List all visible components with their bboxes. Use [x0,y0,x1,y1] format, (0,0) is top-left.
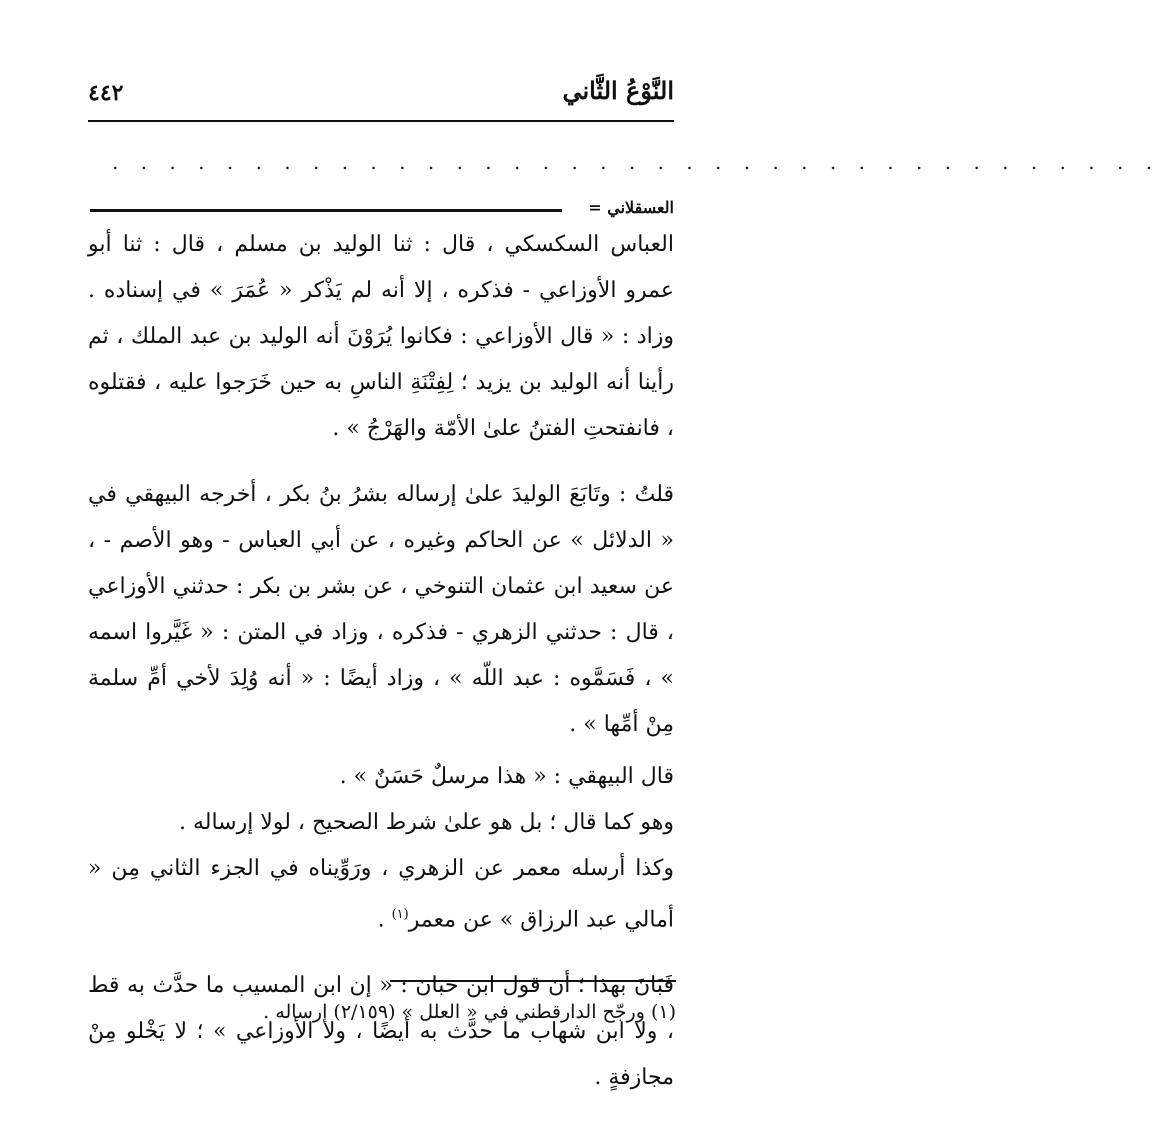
footnote: (١) ورجّح الدارقطني في « العلل » (٢/١٥٩) إرساله . [263,1001,676,1023]
paragraph-end: . [377,907,392,933]
paragraph [88,846,674,943]
paragraph-text: وكذا أرسله معمر عن الزهري ، ورَوِّيناه في الجزء الثاني مِن « أمالي عبد الرزاق » عن معمر [88,856,674,933]
main-text [88,222,674,1101]
section-rule-line [90,209,562,212]
section-marker [90,200,674,220]
paragraph: وهو كما قال ؛ بل هو علىٰ شرط الصحيح ، لولا إرساله . [178,810,674,835]
page-number: ٤٤٢ [88,80,124,106]
paragraph: فَبَانَ بهذا ؛ أن قول ابن حبان : « إن ابن المسيب ما حدَّث به قط ، ولا ابن شهاب ما حدَّث به أيضًا ، ولا الأوزاعي » ؛ لا يَخْلو مِنْ مجازفةٍ . [88,973,674,1091]
footnote-reference[interactable]: (١) [391,907,409,922]
paragraph: قلتُ : وتَابَعَ الوليدَ علىٰ إرساله بشرُ بنُ بكر ، أخرجه البيهقي في « الدلائل » عن الحاكم وغيره ، عن أبي العباس - وهو الأصم - ، عن سعيد ابن عثمان التنوخي ، عن بشر بن بكر : حدثني الأوزاعي ، قال : حدثني الزهري - فذكره ، وزاد في المتن : « غَيَّروا اسمه » ، فَسَمَّوه : عبد اللّه » ، وزاد أيضًا : « أنه وُلِدَ لأخي أمِّ سلمة مِنْ أمِّها » . [88,482,674,737]
paragraph: العباس السكسكي ، قال : ثنا الوليد بن مسلم ، قال : ثنا أبو عمرو الأوزاعي - فذكره ، إلا أنه لم يَذْكر « عُمَرَ » في إسناده . وزاد : « قال الأوزاعي : فكانوا يُرَوْنَ أنه الوليد بن عبد الملك ، ثم رأينا أنه الوليد بن يزيد ؛ لِفِتْنَةِ الناسِ به حين خَرَجوا عليه ، فقتلوه ، فانفتحتِ الفتنُ علىٰ الأمّة والهَرْجُ » . [88,232,674,441]
dotted-separator: . . . . . . . . . . . . . . . . . . . . . . . . . . . . . . . . . . . . . [112,150,1160,174]
page-header [88,70,674,122]
chapter-title: النَّوْعُ الثَّاني [562,76,674,105]
footnote-divider [390,980,676,982]
section-name: العسقلاني = [588,198,674,217]
paragraph: قال البيهقي : « هذا مرسلٌ حَسَنٌ » . [339,764,674,789]
